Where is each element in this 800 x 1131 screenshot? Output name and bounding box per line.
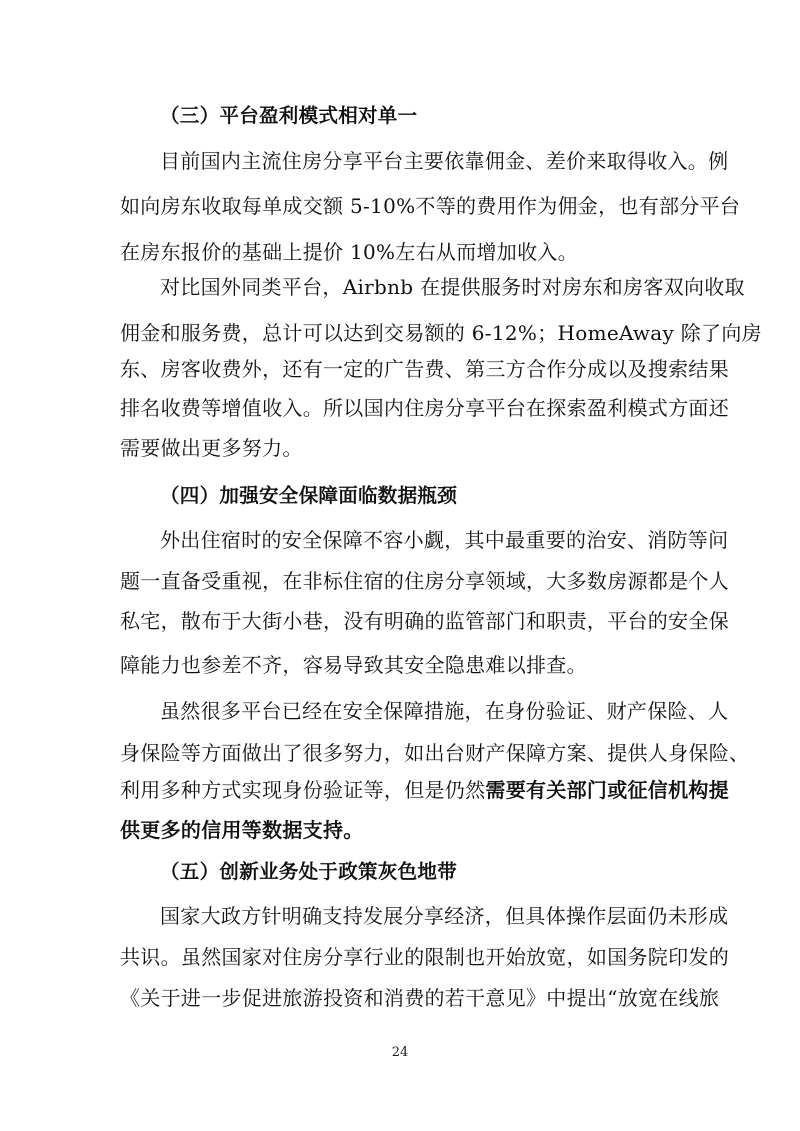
- section-heading: （四）加强安全保障面临数据瓶颈: [160, 484, 458, 507]
- paragraph-line: 身保险等方面做出了很多努力，如出台财产保障方案、提供人身保险、: [120, 741, 750, 765]
- paragraph-line: 东、房客收费外，还有一定的广告费、第三方合作分成以及搜索结果: [120, 357, 729, 381]
- paragraph-line: 共识。虽然国家对住房分享行业的限制也开始放宽，如国务院印发的: [120, 945, 729, 969]
- emphasized-text: 供更多的信用等数据支持。: [120, 818, 364, 842]
- paragraph-line: 目前国内主流住房分享平台主要依靠佣金、差价来取得收入。例: [160, 149, 729, 173]
- paragraph-line: 在房东报价的基础上提价 10%左右从而增加收入。: [120, 240, 579, 264]
- paragraph-line: 障能力也参差不齐，容易导致其安全隐患难以排查。: [120, 653, 587, 677]
- paragraph-line: 虽然很多平台已经在安全保障措施，在身份验证、财产保险、人: [160, 699, 729, 723]
- paragraph-line: 外出住宿时的安全保障不容小觑，其中最重要的治安、消防等问: [160, 528, 729, 552]
- emphasized-text: 需要有关部门或征信机构提: [485, 778, 730, 802]
- paragraph-line: 国家大政方针明确支持发展分享经济，但具体操作层面仍未形成: [160, 904, 729, 928]
- section-heading: （五）创新业务处于政策灰色地带: [160, 860, 458, 883]
- paragraph-line: 私宅，散布于大街小巷，没有明确的监管部门和职责，平台的安全保: [120, 609, 729, 633]
- paragraph-line: 需要做出更多努力。: [120, 436, 303, 460]
- paragraph-line: 排名收费等增值收入。所以国内住房分享平台在探索盈利模式方面还: [120, 396, 729, 420]
- paragraph-text: 利用多种方式实现身份验证等，但是仍然: [120, 778, 486, 802]
- paragraph-line: 题一直备受重视，在非标住宿的住房分享领域，大多数房源都是个人: [120, 569, 729, 593]
- paragraph-line: 如向房东收取每单成交额 5-10%不等的费用作为佣金，也有部分平台: [120, 194, 741, 218]
- page-number: 24: [391, 1045, 409, 1060]
- paragraph-line: 对比国外同类平台，Airbnb 在提供服务时对房东和房客双向收取: [160, 275, 745, 299]
- paragraph-line: 佣金和服务费，总计可以达到交易额的 6-12%；HomeAway 除了向房: [120, 321, 762, 345]
- paragraph-line: 《关于进一步促进旅游投资和消费的若干意见》中提出“放宽在线旅: [120, 986, 720, 1010]
- section-heading: （三）平台盈利模式相对单一: [160, 104, 418, 127]
- paragraph-line: [120, 777, 729, 803]
